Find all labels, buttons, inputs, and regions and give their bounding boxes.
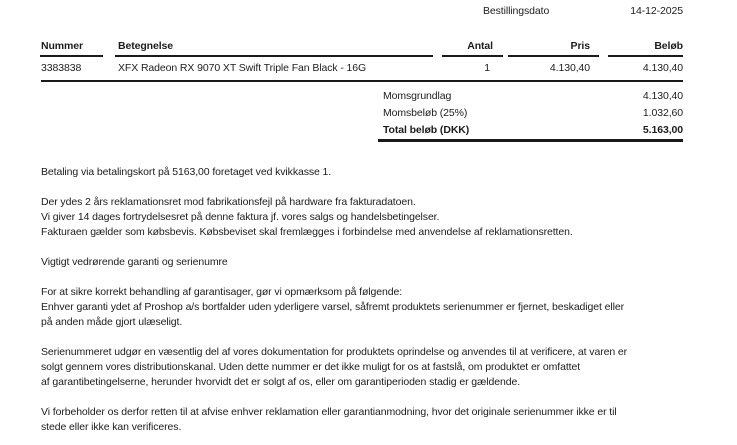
line-items bbox=[0, 62, 737, 77]
paragraph bbox=[41, 405, 731, 435]
text-line: stede eller ikke kan verificeres. bbox=[41, 421, 182, 433]
text-line: Vi forbeholder os derfor retten til at afvise enhver reklamation eller garantianmodning, hvor det originale serienummer ikke er til bbox=[41, 406, 617, 418]
header-underline-betegnelse bbox=[115, 55, 433, 57]
order-date-value: 14-12-2025 bbox=[630, 5, 683, 17]
order-date-label: Bestillingsdato bbox=[483, 5, 550, 17]
paragraph bbox=[41, 345, 731, 390]
cell-antal: 1 bbox=[484, 62, 490, 74]
terms-text bbox=[41, 165, 731, 445]
cell-nummer: 3383838 bbox=[41, 62, 82, 74]
totals-label: Momsbeløb (25%) bbox=[383, 107, 468, 119]
text-line: Vi giver 14 dages fortrydelsesret på denne faktura jf. vores salgs og handelsbetingelser. bbox=[41, 211, 440, 223]
totals-value: 4.130,40 bbox=[642, 90, 683, 102]
paragraph bbox=[41, 195, 731, 240]
items-bottom-rule bbox=[41, 80, 683, 82]
header-underline-nummer bbox=[40, 55, 103, 57]
totals-label: Momsgrundlag bbox=[383, 90, 452, 102]
cell-betegnelse: XFX Radeon RX 9070 XT Swift Triple Fan Black - 16G bbox=[118, 62, 367, 74]
totals-row bbox=[383, 122, 683, 139]
header-underline-belob bbox=[608, 55, 683, 57]
text-line: solgt gennem vores distributionskanal. Uden dette nummer er det ikke muligt for os at fastslå, om produktet er omfattet bbox=[41, 361, 581, 373]
text-line: Betaling via betalingskort på 5163,00 foretaget ved kvikkasse 1. bbox=[41, 166, 332, 178]
totals-label: Total beløb (DKK) bbox=[383, 124, 470, 136]
total-bottom-rule bbox=[378, 139, 683, 142]
table-row bbox=[0, 62, 737, 77]
text-line: Fakturaen gælder som købsbevis. Købsbeviset skal fremlægges i forbindelse med anvendelse af reklamationsretten. bbox=[41, 226, 573, 238]
column-header-antal: Antal bbox=[467, 40, 493, 52]
text-line: Vigtigt vedrørende garanti og serienumre bbox=[41, 256, 228, 268]
column-header-belob: Beløb bbox=[654, 40, 683, 52]
totals-section bbox=[383, 88, 683, 139]
paragraph bbox=[41, 285, 731, 330]
header-underline-antal bbox=[442, 55, 503, 57]
column-header-pris: Pris bbox=[570, 40, 590, 52]
text-line: Serienummeret udgør en væsentlig del af vores dokumentation for produktets oprindelse og anvendes til at verificere, at varen er bbox=[41, 346, 628, 358]
totals-value: 5.163,00 bbox=[642, 124, 683, 136]
column-header-betegnelse: Betegnelse bbox=[118, 40, 174, 52]
text-line: For at sikre korrekt behandling af garantisager, gør vi opmærksom på følgende: bbox=[41, 286, 403, 298]
text-line: af garantibetingelserne, herunder hvorvidt det er solgt af os, eller om garantiperioden stadig er gældende. bbox=[41, 376, 521, 388]
paragraph bbox=[41, 165, 731, 180]
paragraph bbox=[41, 255, 731, 270]
cell-pris: 4.130,40 bbox=[549, 62, 590, 74]
column-header-nummer: Nummer bbox=[41, 40, 83, 52]
cell-belob: 4.130,40 bbox=[642, 62, 683, 74]
totals-row bbox=[383, 88, 683, 105]
text-line: Der ydes 2 års reklamationsret mod fabrikationsfejl på hardware fra fakturadatoen. bbox=[41, 196, 416, 208]
text-line: på anden måde gjort ulæseligt. bbox=[41, 316, 183, 328]
totals-value: 1.032,60 bbox=[642, 107, 683, 119]
totals-row bbox=[383, 105, 683, 122]
header-underline-pris bbox=[508, 55, 599, 57]
text-line: Enhver garanti ydet af Proshop a/s bortfalder uden yderligere varsel, såfremt produktets serienummer er fjernet, beskadiget eller bbox=[41, 301, 624, 313]
